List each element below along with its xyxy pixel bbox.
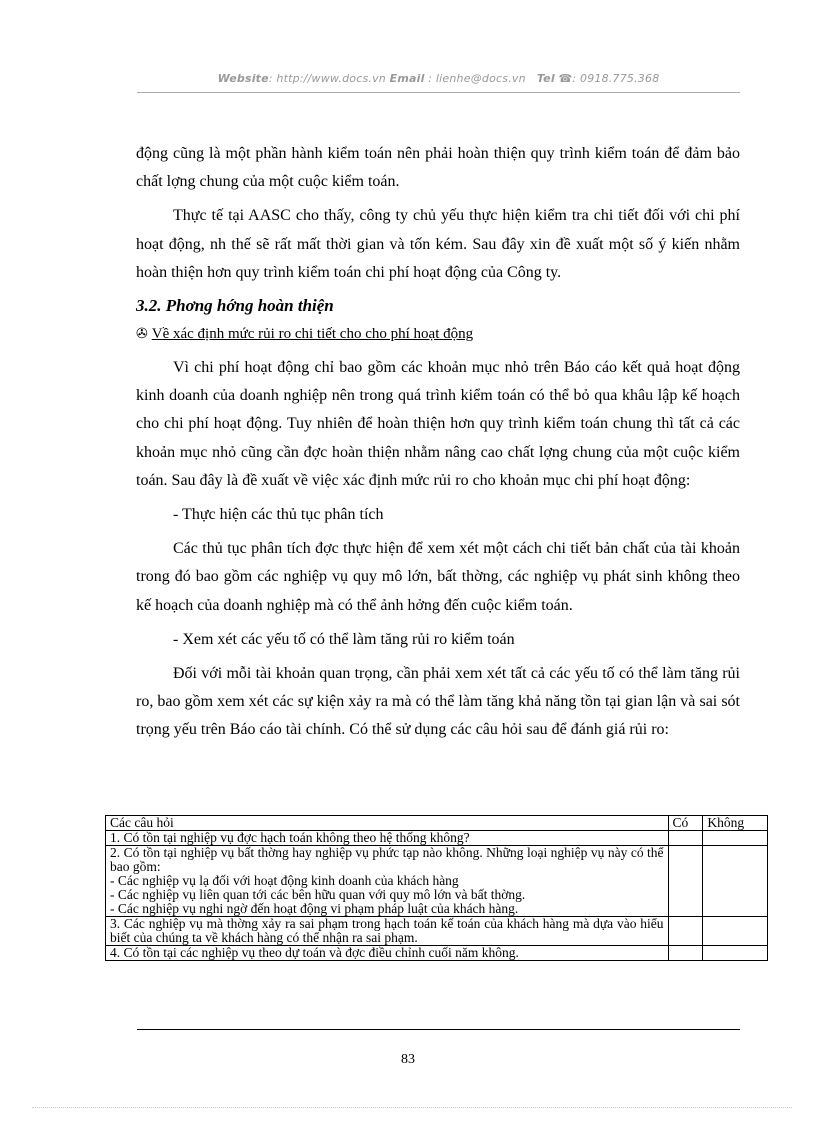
question-line: - Các nghiệp vụ lạ đối với hoạt động kinh doanh của khách hàng (110, 873, 459, 888)
bullet-icon: ✇ (136, 327, 148, 343)
answer-no-cell[interactable] (703, 917, 768, 946)
paragraph-1: động cũng là một phần hành kiểm toán nên phải hoàn thiện quy trình kiểm toán để đảm bảo chất lợng chung của một cuộc kiểm toán. (136, 145, 740, 191)
risk-questions-table (105, 815, 768, 961)
paragraph-2: Thực tế tại AASC cho thấy, công ty chủ yếu thực hiện kiểm tra chi tiết đối với chi phí hoạt động, nh thế sẽ rất mất thời gian và tốn kém. Sau đây xin đề xuất một số ý kiến nhằm hoàn thiện hơn quy trình kiểm toán chi phí hoạt động của Công ty. (136, 207, 740, 281)
question-cell (106, 846, 669, 917)
question-line: - Các nghiệp vụ nghi ngờ đến hoạt động vi phạm pháp luật của khách hàng. (110, 901, 519, 916)
email-label: Email (389, 72, 425, 85)
question-line: 3. Các nghiệp vụ mà thờng xảy ra sai phạm trong hạch toán kế toán của khách hàng mà dựa vào hiểu biết của chúng ta về khách hàng có thể nhận ra sai phạm. (110, 916, 664, 945)
question-line: 4. Có tồn tại các nghiệp vụ theo dự toán và đợc điều chỉnh cuối năm không. (110, 945, 519, 960)
table-row (106, 846, 768, 917)
subsection-title (136, 323, 740, 346)
tel-label: Tel (536, 72, 555, 85)
question-line: 2. Có tồn tại nghiệp vụ bất thờng hay nghiệp vụ phức tạp nào không. Những loại nghiệp vụ này có thể bao gồm: (110, 845, 664, 874)
answer-yes-cell[interactable] (668, 831, 703, 846)
answer-no-cell[interactable] (703, 831, 768, 846)
question-line: - Các nghiệp vụ liên quan tới các bên hữu quan với quy mô lớn và bất thờng. (110, 887, 526, 902)
footer-divider (137, 1029, 740, 1030)
table-row (106, 946, 768, 961)
question-line: 1. Có tồn tại nghiệp vụ đợc hạch toán không theo hệ thống không? (110, 830, 470, 845)
page-header (137, 72, 740, 85)
table-row (106, 831, 768, 846)
telephone-icon: ☎ (558, 72, 573, 85)
document-body (136, 140, 740, 751)
paragraph-6: - Xem xét các yếu tố có thể làm tăng rủi ro kiểm toán (173, 630, 515, 648)
question-cell (106, 917, 669, 946)
page-number: 83 (401, 1052, 415, 1067)
table-header-row (106, 816, 768, 831)
paragraph-7: Đối với mỗi tài khoản quan trọng, cần phải xem xét tất cả các yếu tố có thể làm tăng rủi ro, bao gồm xem xét các sự kiện xảy ra mà có thể làm tăng khả năng tồn tại gian lận và sai sót trọng yếu trên Báo cáo tài chính. Có thể sử dụng các câu hỏi sau để đánh giá rủi ro: (136, 665, 740, 739)
header-yes: Có (668, 816, 703, 831)
header-no: Không (703, 816, 768, 831)
answer-yes-cell[interactable] (668, 846, 703, 917)
header-divider (137, 92, 740, 93)
question-cell (106, 831, 669, 846)
table-row (106, 917, 768, 946)
answer-yes-cell[interactable] (668, 917, 703, 946)
answer-yes-cell[interactable] (668, 946, 703, 961)
paragraph-4: - Thực hiện các thủ tục phân tích (173, 506, 384, 524)
website-label: Website (217, 72, 269, 85)
answer-no-cell[interactable] (703, 946, 768, 961)
header-questions: Các câu hỏi (106, 816, 669, 831)
paragraph-5: Các thủ tục phân tích đợc thực hiện để xem xét một cách chi tiết bản chất của tài khoản trong đó bao gồm các nghiệp vụ quy mô lớn, bất thờng, các nghiệp vụ phát sinh không theo kế hoạch của doanh nghiệp mà có thể ảnh hởng đến cuộc kiểm toán. (136, 540, 740, 614)
section-heading: 3.2. Phơng hớng hoàn thiện (136, 296, 334, 316)
page-bottom-border (32, 1107, 792, 1108)
question-cell (106, 946, 669, 961)
subsection-title-text: Về xác định mức rủi ro chi tiết cho cho phí hoạt động (151, 326, 474, 343)
tel-value: : 0918.775.368 (572, 72, 660, 85)
website-value: : http://www.docs.vn (268, 72, 386, 85)
paragraph-3: Vì chi phí hoạt động chỉ bao gồm các khoản mục nhỏ trên Báo cáo kết quả hoạt động kinh doanh của doanh nghiệp nên trong quá trình kiểm toán có thể bỏ qua khâu lập kế hoạch cho chi phí hoạt động. Tuy nhiên để hoàn thiện hơn quy trình kiểm toán chung thì tất cả các khoản mục nhỏ cũng cần đợc hoàn thiện nhằm nâng cao chất lợng chung của một cuộc kiểm toán. Sau đây là đề xuất về việc xác định mức rủi ro cho khoản mục chi phí hoạt động: (136, 359, 740, 489)
email-value: : lienhe@docs.vn (424, 72, 526, 85)
answer-no-cell[interactable] (703, 846, 768, 917)
